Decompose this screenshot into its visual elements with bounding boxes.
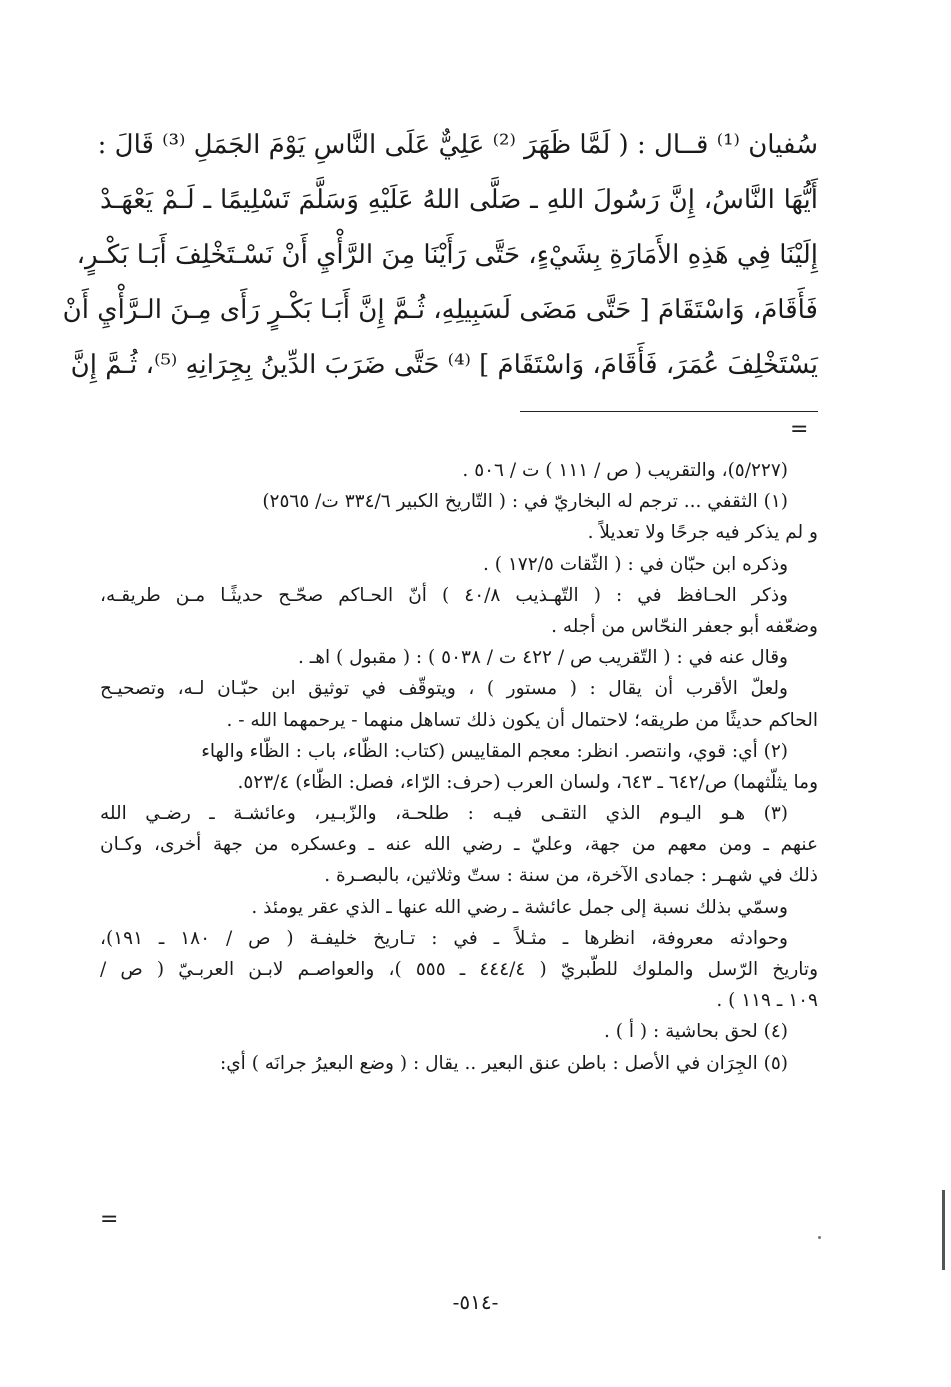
footnote-line: وسمّي بذلك نسبة إلى جمل عائشة ـ رضي الله عنها ـ الذي عقر يومئذ . <box>251 896 788 918</box>
footnote-line: (١) الثقفي ... ترجم له البخاريّ في : ( التّاريخ الكبير ٣٣٤/٦ ت/ ٢٥٦٥) <box>262 491 788 513</box>
main-text-line: سُفيان ⁽¹⁾ قــال : ( لَمَّا ظَهَرَ ⁽²⁾ عَلِيٌّ عَلَى النَّاسِ يَوْمَ الجَمَلِ ⁽³⁾ قَالَ : <box>97 130 818 160</box>
footnote-line: وما يثلّثهما) ص/٦٤٢ ـ ٦٤٣، ولسان العرب (حرف: الرّاء، فصل: الظّاء) ٥٢٣/٤. <box>237 771 818 793</box>
footnote-line: (٢) أي: قوي، وانتصر. انظر: معجم المقاييس (كتاب: الظّاء، باب : الظّاء والهاء <box>201 740 788 762</box>
footnote-line: وحوادثه معروفة، انظرها ـ مثـلاً ـ في : تـاريخ خليفـة ( ص / ١٨٠ ـ ١٩١)، <box>100 927 788 949</box>
footnote-line: وذكر الحـافظ في : ( التّهـذيب ٤٠/٨ ) أنّ الحـاكم صحّـح حديثًـا مـن طريقـه، <box>100 584 788 606</box>
page-number: -٥١٤- <box>452 1290 499 1314</box>
main-text-line: يَسْتَخْلِفَ عُمَرَ، فَأَقَامَ، وَاسْتَقَامَ ] ⁽⁴⁾ حَتَّى ضَرَبَ الدِّينُ بِجِرَانِهِ ⁽⁵⁾، ثُـمَّ إِنَّ <box>70 350 818 380</box>
footnote-line: (٤) لحق بحاشية : ( أ ) . <box>604 1021 788 1043</box>
main-text-line: أَيُّهَا النَّاسُ، إِنَّ رَسُولَ اللهِ ـ صَلَّى اللهُ عَلَيْهِ وَسَلَّمَ تَسْلِيمًا ـ لَـمْ يَعْهَـدْ <box>100 185 818 215</box>
footnote-line: عنهم ـ ومن معهم من جهة، وعليّ ـ رضي الله عنه ـ وعسكره من جهة أخرى، وكـان <box>100 834 818 856</box>
main-text-line: فَأَقَامَ، وَاسْتَقَامَ [ حَتَّى مَضَى لَسَبِيلِهِ، ثُـمَّ إِنَّ أَبَـا بَكْـرٍ رَأَى مِـنَ الـرَّأْيِ أَنْ <box>62 295 818 325</box>
footnote-line: (٥) الجِرَان في الأصل : باطن عنق البعير .. يقال : ( وضع البعيرُ جرانَه ) أي: <box>219 1052 788 1074</box>
footnote-separator <box>520 411 818 412</box>
scan-speck <box>818 1236 821 1239</box>
footnote-line: ذلك في شهـر : جمادى الآخرة، من سنة : ستّ وثلاثين، بالبصـرة . <box>324 865 818 887</box>
footnote-line: وضعّفه أبو جعفر النحّاس من أجله . <box>551 615 818 637</box>
main-text-line: إِلَيْنَا فِي هَذِهِ الأَمَارَةِ بِشَيْءٍ، حَتَّى رَأَيْنَا مِنَ الرَّأْيِ أَنْ نَسْـتَخْلِفَ أَبَـا بَكْـرٍ، <box>76 240 818 270</box>
footnote-line: ١٠٩ ـ ١١٩ ) . <box>716 990 818 1012</box>
footnote-line: و لم يذكر فيه جرحًا ولا تعديلاً . <box>587 522 818 544</box>
scan-edge-mark <box>942 1190 945 1270</box>
main-text <box>62 118 818 393</box>
footnotes <box>100 455 818 1079</box>
footnote-line: (٥/٢٢٧)، والتقريب ( ص / ١١١ ) ت / ٥٠٦ . <box>462 460 788 481</box>
footnote-line: ولعلّ الأقرب أن يقال : ( مستور ) ، ويتوقّف في توثيق ابن حبّـان لـه، وتصحيـح <box>100 678 788 700</box>
footnote-line: (٣) هـو اليـوم الذي التقـى فيـه : طلحـة، والزّبـير، وعائشـة ـ رضـي الله <box>100 803 788 825</box>
footnote-line: وذكره ابن حبّان في : ( الثّقات ١٧٢/٥ ) . <box>483 553 788 575</box>
footnote-line: وقال عنه في : ( التّقريب ص / ٤٢٢ ت / ٥٠٣٨ ) : ( مقبول ) اهـ . <box>298 647 788 669</box>
footnote-line: وتاريخ الرّسل والملوك للطّبريّ ( ٤٤٤/٤ ـ ٥٥٥ )، والعواصـم لابـن العربـيّ ( ص / <box>100 959 819 980</box>
continuation-mark: = <box>790 417 809 442</box>
continuation-mark: = <box>100 1207 119 1232</box>
footnote-line: الحاكم حديثًا من طريقه؛ لاحتمال أن يكون ذلك تساهل منهما - يرحمهما الله - . <box>226 709 818 731</box>
